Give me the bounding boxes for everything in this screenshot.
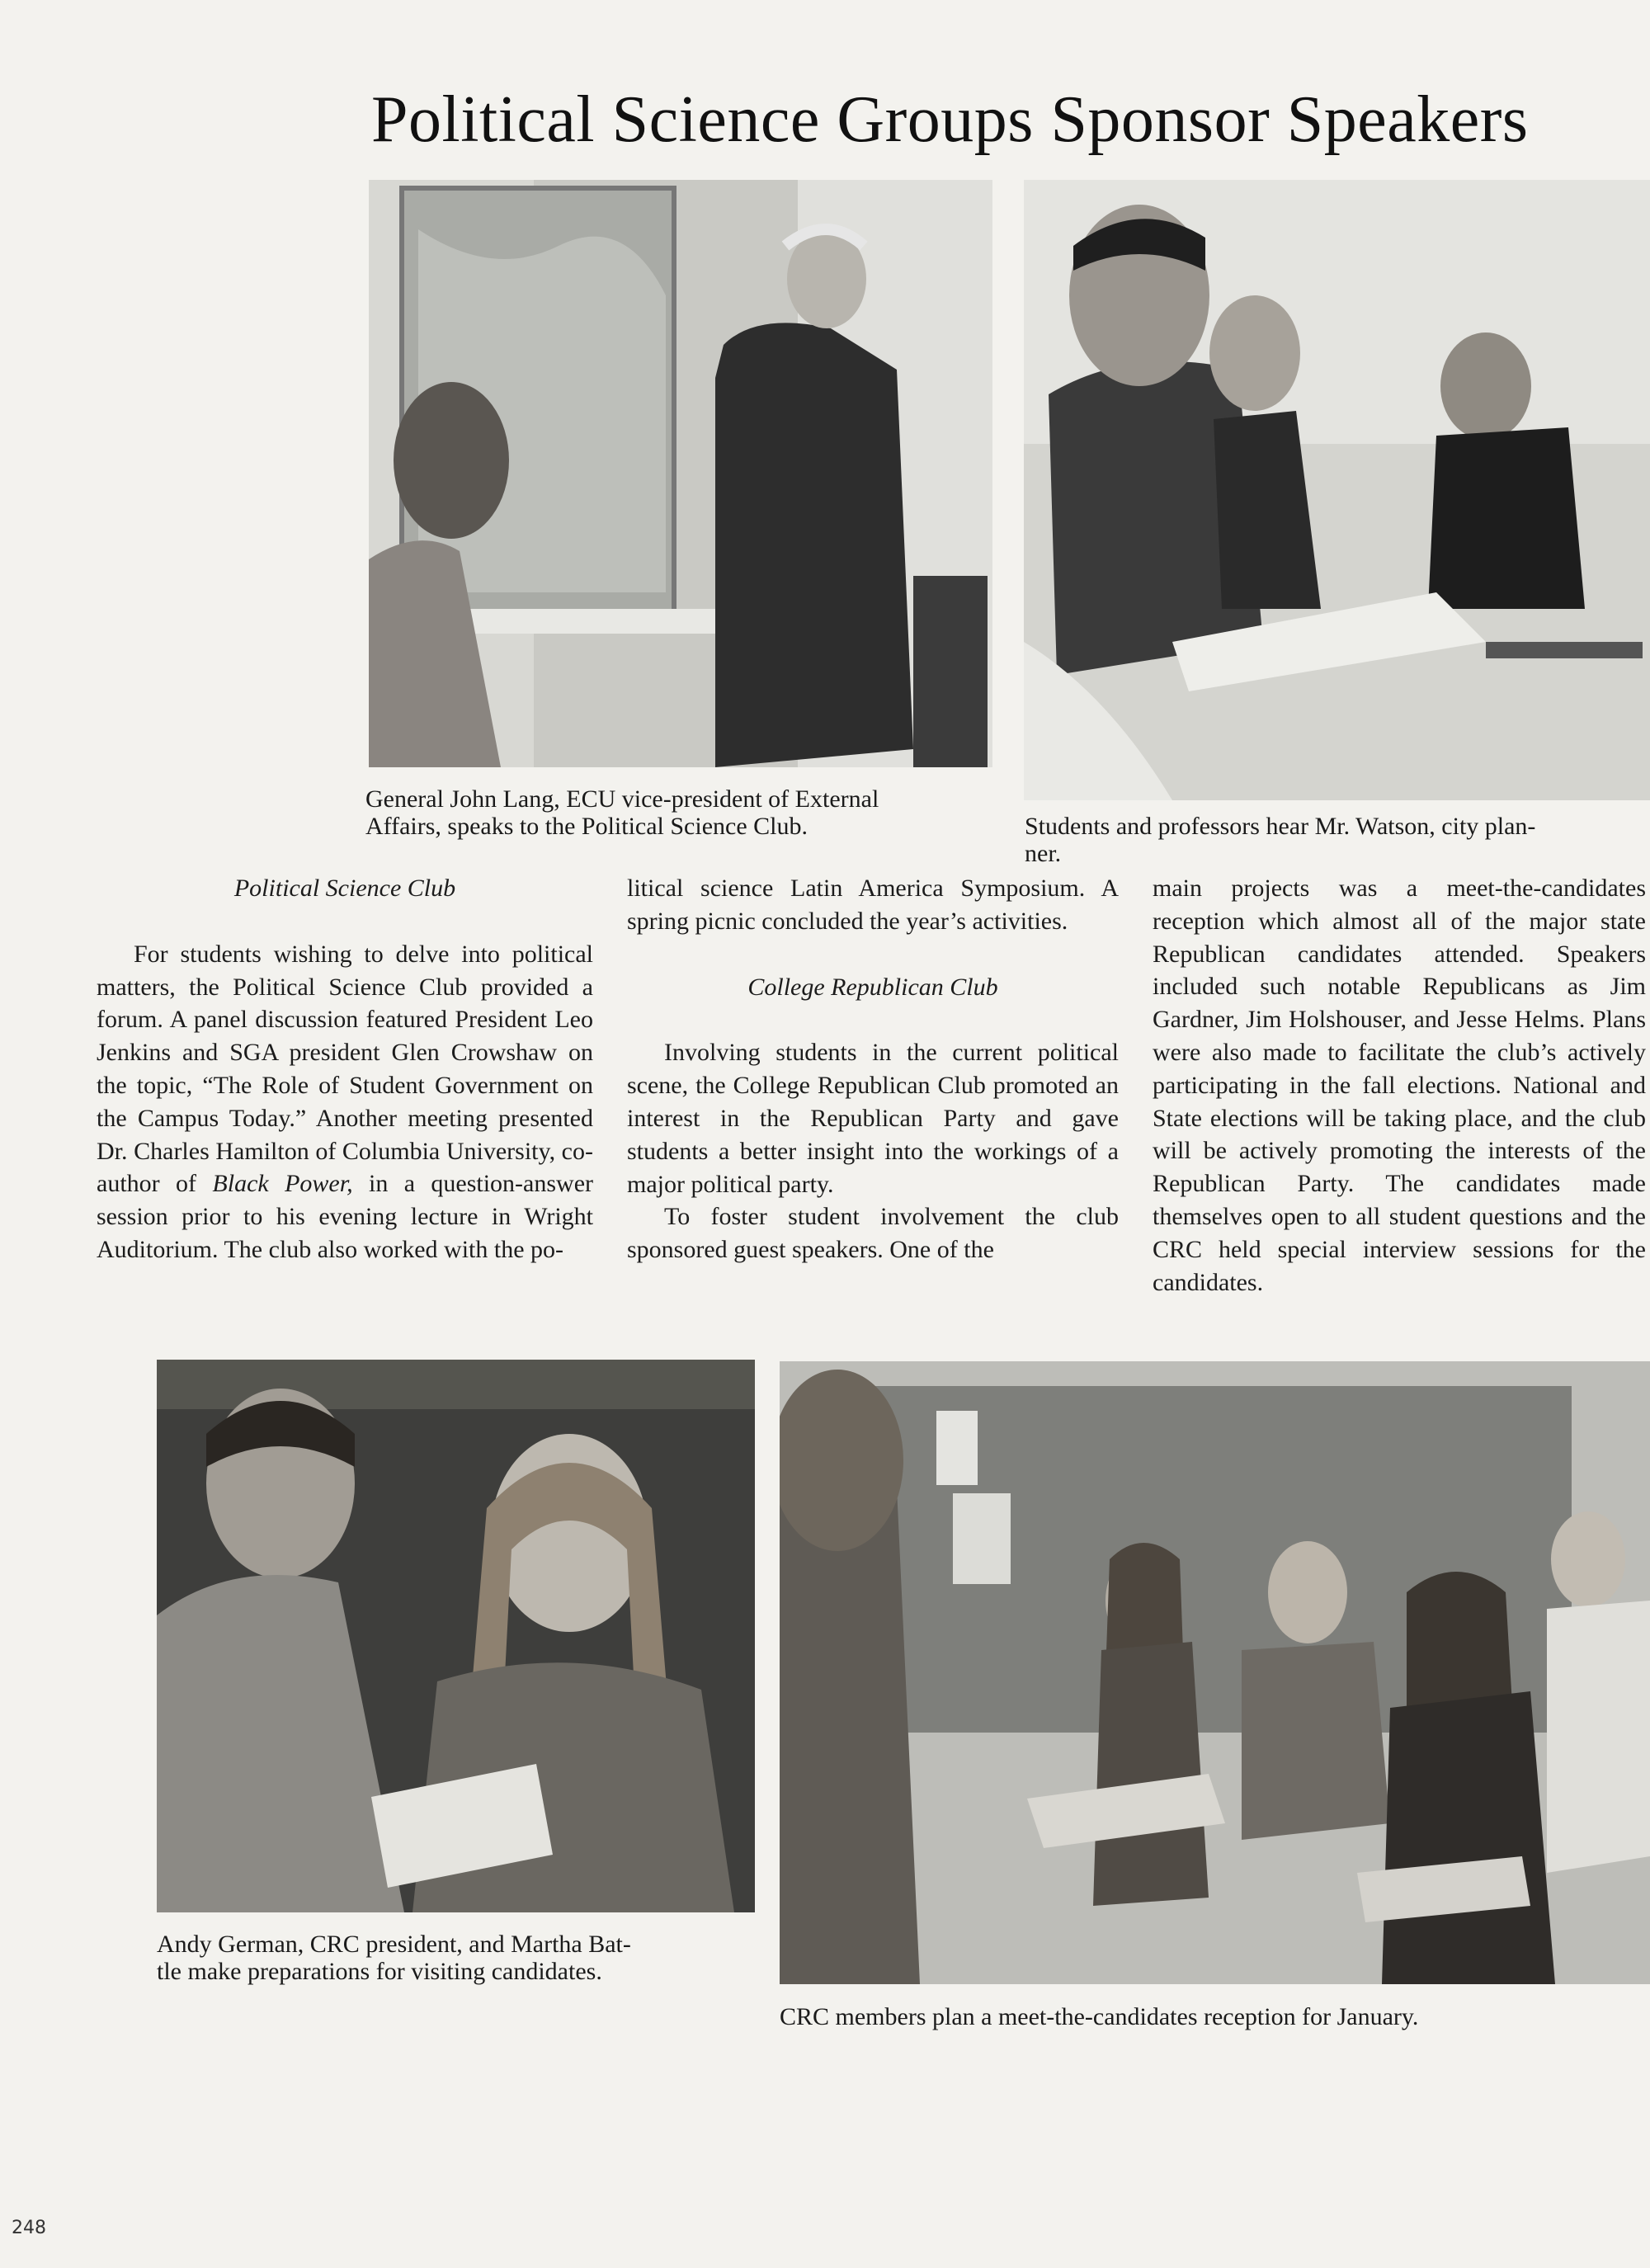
- section-heading-political-science: Political Science Club: [233, 875, 456, 902]
- caption-german-battle: Andy German, CRC president, and Martha Bat- tle make preparations for visiting candidates.: [157, 1931, 631, 1985]
- paragraph-crc-intro: Involving students in the current political scene, the College Republican Club promoted an interest in the Republican Party and gave students a better insight into the workings of a major political party.: [627, 1039, 1119, 1198]
- caption-crc-members: CRC members plan a meet-the-candidates reception for January.: [780, 2003, 1419, 2030]
- paragraph-guest-speakers: To foster student involvement the club sponsored guest speakers. One of the: [627, 1203, 1119, 1264]
- caption-audience: Students and professors hear Mr. Watson, city plan- ner.: [1025, 813, 1536, 867]
- page-number: 248: [12, 2218, 46, 2238]
- paragraph-symposium: litical science Latin America Symposium. A spring picnic concluded the year’s activities.: [627, 875, 1119, 935]
- photo-audience: [1024, 180, 1650, 800]
- page-title: Political Science Groups Sponsor Speakers: [371, 83, 1529, 156]
- article-column-2: [627, 872, 1119, 1266]
- article-column-3: [1153, 872, 1646, 1299]
- caption-speaker: General John Lang, ECU vice-president of External Affairs, speaks to the Political Science Club.: [365, 785, 879, 840]
- paragraph-political-science: For students wishing to delve into political matters, the Political Science Club provided a forum. A panel discussion featured President Leo Jenkins and SGA president Glen Crowshaw on the topic, “The Role of Student Government on the Campus Today.” Another meeting presented Dr. Charles Hamilton of Columbia University, co-author of Black Power, in a question-answer session prior to his evening lecture in Wright Auditorium. The club also worked with the po-: [97, 940, 594, 1263]
- photo-crc-members: [780, 1361, 1650, 1984]
- photo-speaker: [369, 180, 992, 767]
- section-heading-college-republican: College Republican Club: [747, 973, 998, 1001]
- photo-german-battle: [157, 1360, 755, 1912]
- article-column-1: [97, 872, 593, 1266]
- paragraph-reception: main projects was a meet-the-candidates reception which almost all of the major state Republican candidates attended. Speakers included such notable Republicans as Jim Gardner, Jim Holshouser, and Jesse Helms. Plans were also made to facilitate the club’s actively participating in the fall elections. National and State elections will be taking place, and the club will be actively promoting the interests of the Republican Party. The candidates made themselves open to all student questions and the CRC held special interview sessions for the candidates.: [1153, 875, 1646, 1296]
